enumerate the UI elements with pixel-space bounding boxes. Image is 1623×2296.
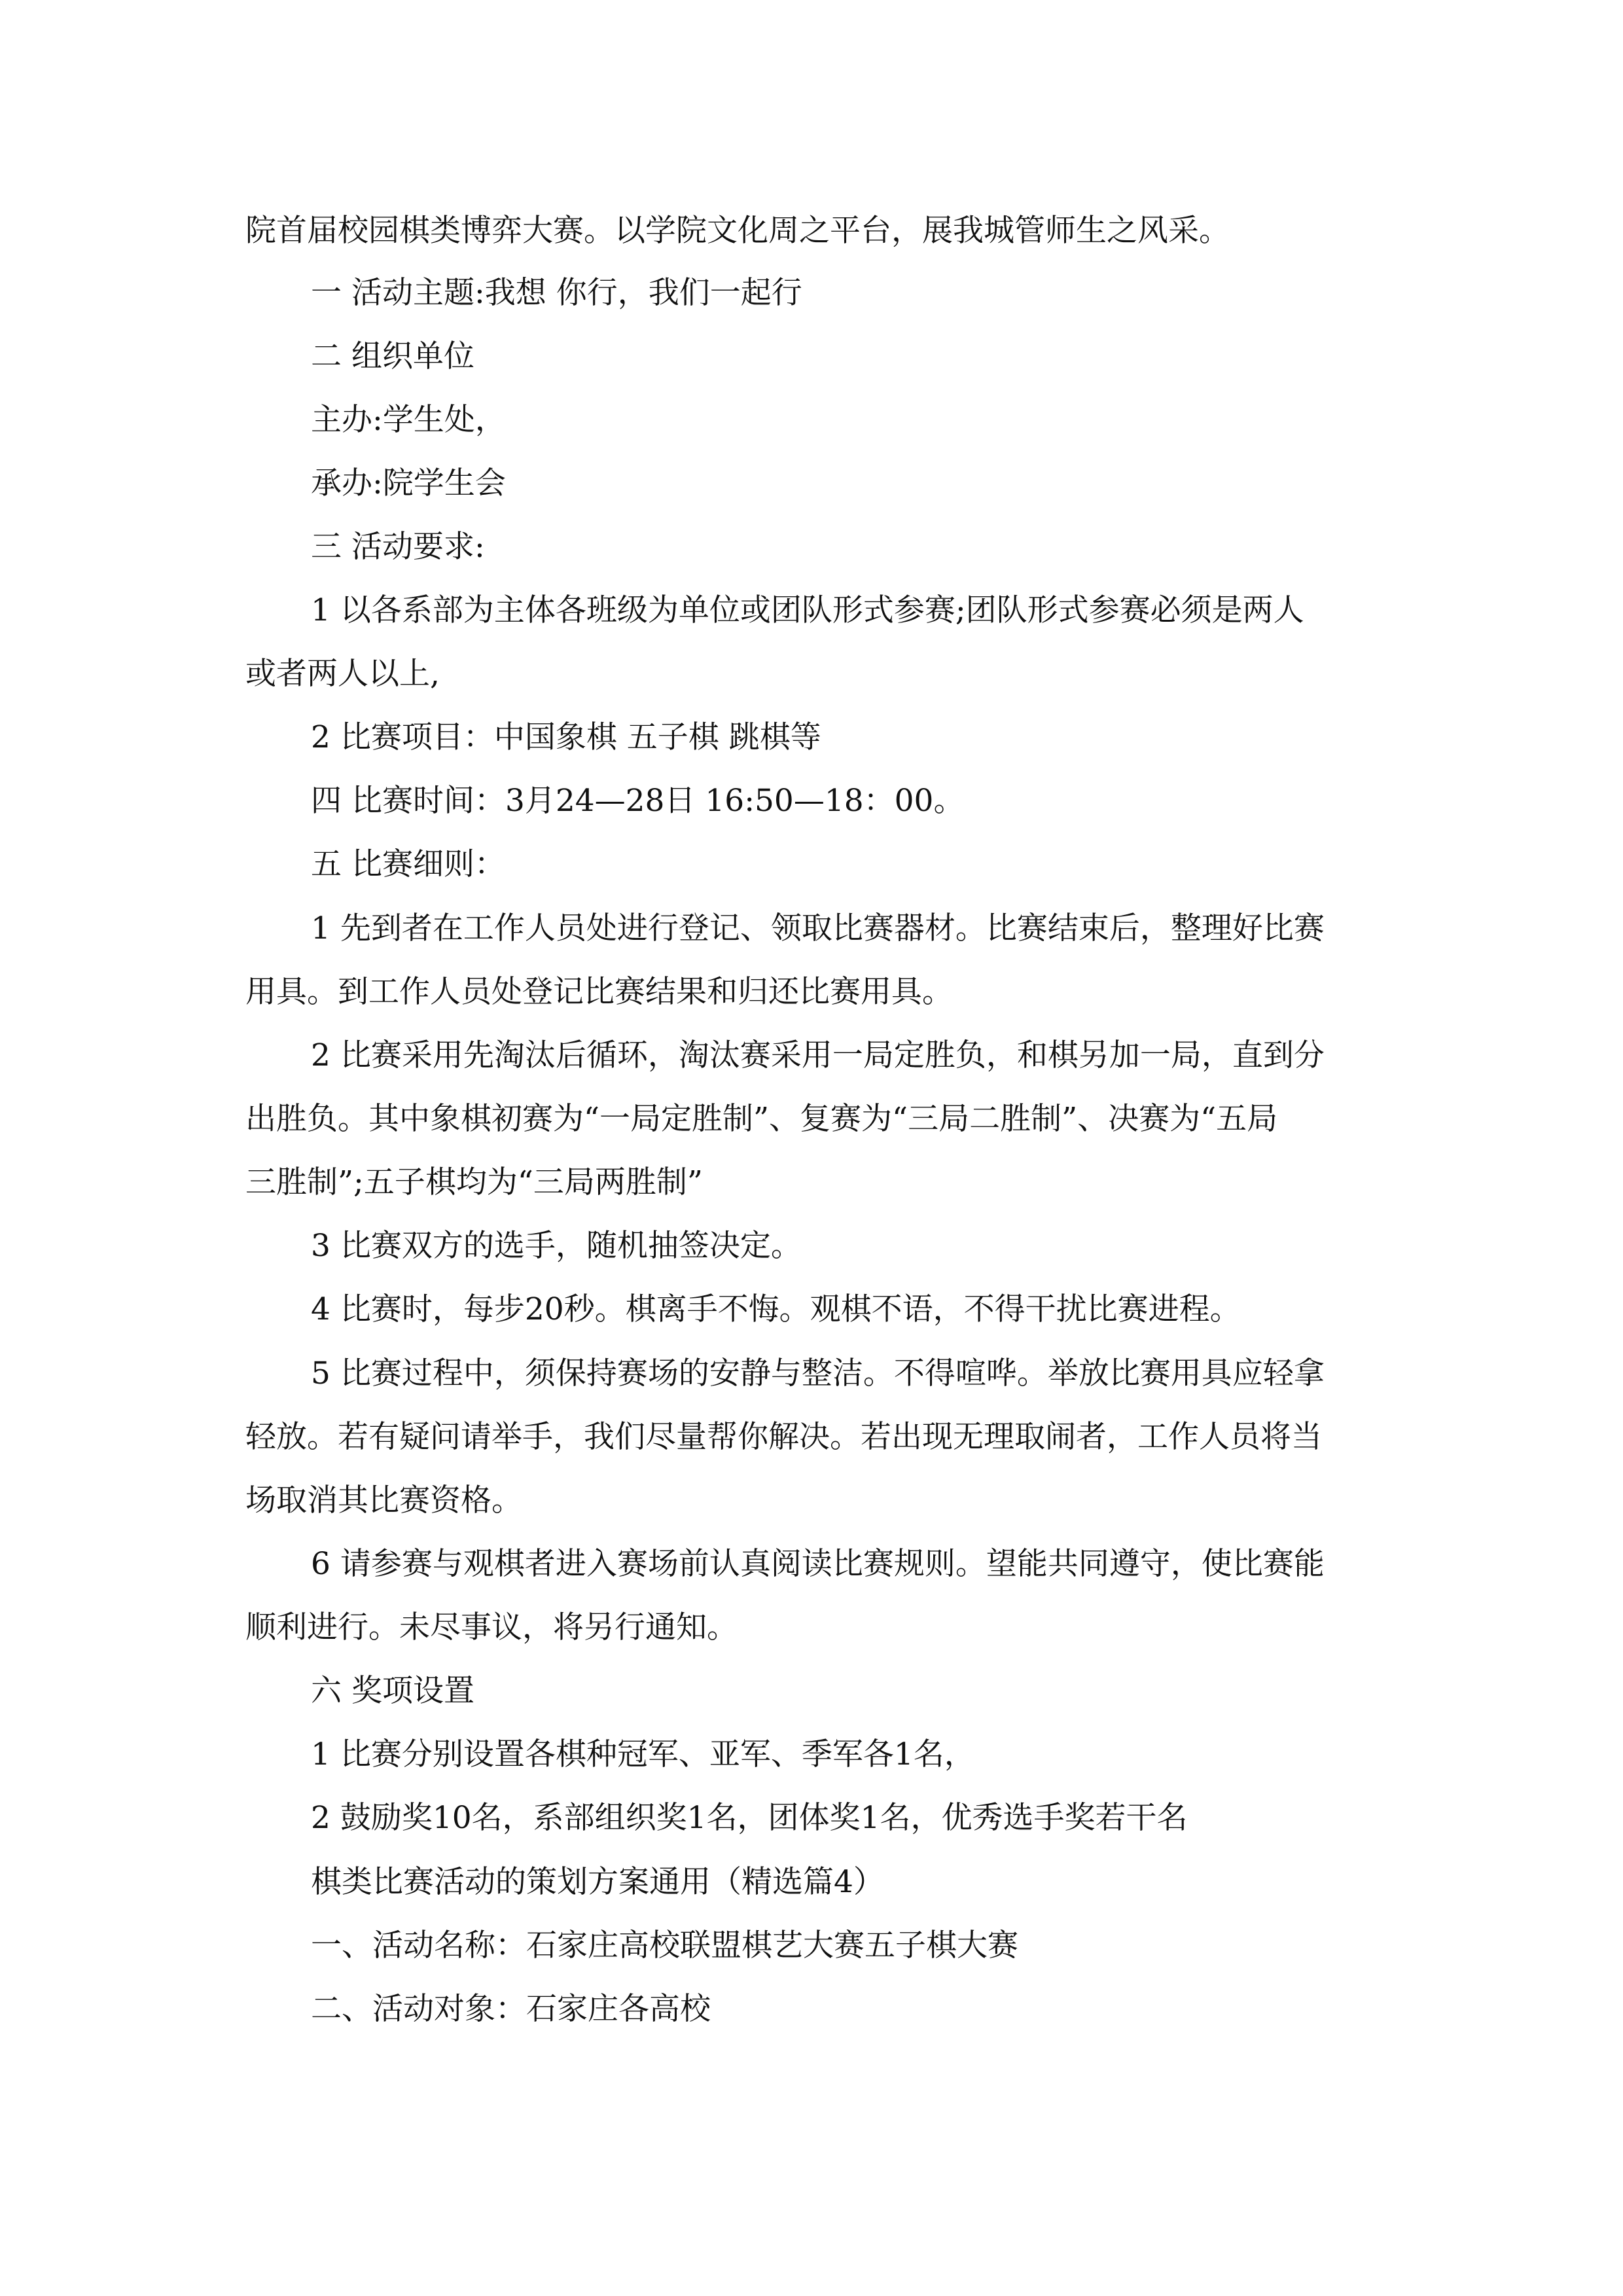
paragraph-line: 承办:院学生会 [311, 465, 506, 501]
paragraph-line: 2 比赛采用先淘汰后循环，淘汰赛采用一局定胜负，和棋另加一局，直到分 [311, 1037, 1325, 1073]
paragraph-line: 一、活动名称：石家庄高校联盟棋艺大赛五子棋大赛 [311, 1928, 1018, 1964]
paragraph-line: 1 以各系部为主体各班级为单位或团队形式参赛;团队形式参赛必须是两人 [311, 592, 1304, 628]
section-heading-time: 四 比赛时间：3月24—28日 16:50—18：00。 [311, 783, 965, 819]
paragraph-line: 顺利进行。未尽事议，将另行通知。 [245, 1609, 738, 1645]
section-heading-organizers: 二 组织单位 [311, 338, 474, 374]
paragraph-line: 用具。到工作人员处登记比赛结果和归还比赛用具。 [245, 974, 953, 1010]
section-heading-awards: 六 奖项设置 [311, 1673, 474, 1709]
paragraph-line: 主办:学生处， [311, 402, 506, 438]
paragraph-line: 三胜制”;五子棋均为“三局两胜制” [245, 1164, 703, 1200]
paragraph-line: 6 请参赛与观棋者进入赛场前认真阅读比赛规则。望能共同遵守，使比赛能 [311, 1546, 1325, 1582]
paragraph-line: 二、活动对象：石家庄各高校 [311, 1991, 711, 2027]
paragraph-line: 或者两人以上, [245, 656, 440, 692]
paragraph-line: 场取消其比赛资格。 [245, 1482, 522, 1518]
paragraph-line: 1 先到者在工作人员处进行登记、领取比赛器材。比赛结束后，整理好比赛 [311, 910, 1325, 946]
section-heading-requirements: 三 活动要求: [311, 529, 485, 565]
paragraph-line: 出胜负。其中象棋初赛为“一局定胜制”、复赛为“三局二胜制”、决赛为“五局 [245, 1101, 1278, 1137]
paragraph-line: 1 比赛分别设置各棋种冠军、亚军、季军各1名， [311, 1736, 975, 1772]
paragraph-line: 4 比赛时，每步20秒。棋离手不悔。观棋不语，不得干扰比赛进程。 [311, 1291, 1241, 1327]
article-title: 棋类比赛活动的策划方案通用（精选篇4） [311, 1864, 884, 1900]
paragraph-line: 2 鼓励奖10名，系部组织奖1名，团体奖1名，优秀选手奖若干名 [311, 1800, 1188, 1836]
section-heading-rules: 五 比赛细则： [311, 846, 505, 882]
section-heading-theme: 一 活动主题:我想 你行，我们一起行 [311, 275, 802, 311]
paragraph-line: 3 比赛双方的选手，随机抽签决定。 [311, 1228, 802, 1264]
paragraph-line: 轻放。若有疑问请举手，我们尽量帮你解决。若出现无理取闹者，工作人员将当 [245, 1419, 1322, 1455]
paragraph-line: 5 比赛过程中，须保持赛场的安静与整洁。不得喧哗。举放比赛用具应轻拿 [311, 1355, 1325, 1391]
paragraph-line: 院首届校园棋类博弈大赛。以学院文化周之平台，展我城管师生之风采。 [245, 213, 1230, 249]
paragraph-line: 2 比赛项目：中国象棋 五子棋 跳棋等 [311, 719, 821, 755]
